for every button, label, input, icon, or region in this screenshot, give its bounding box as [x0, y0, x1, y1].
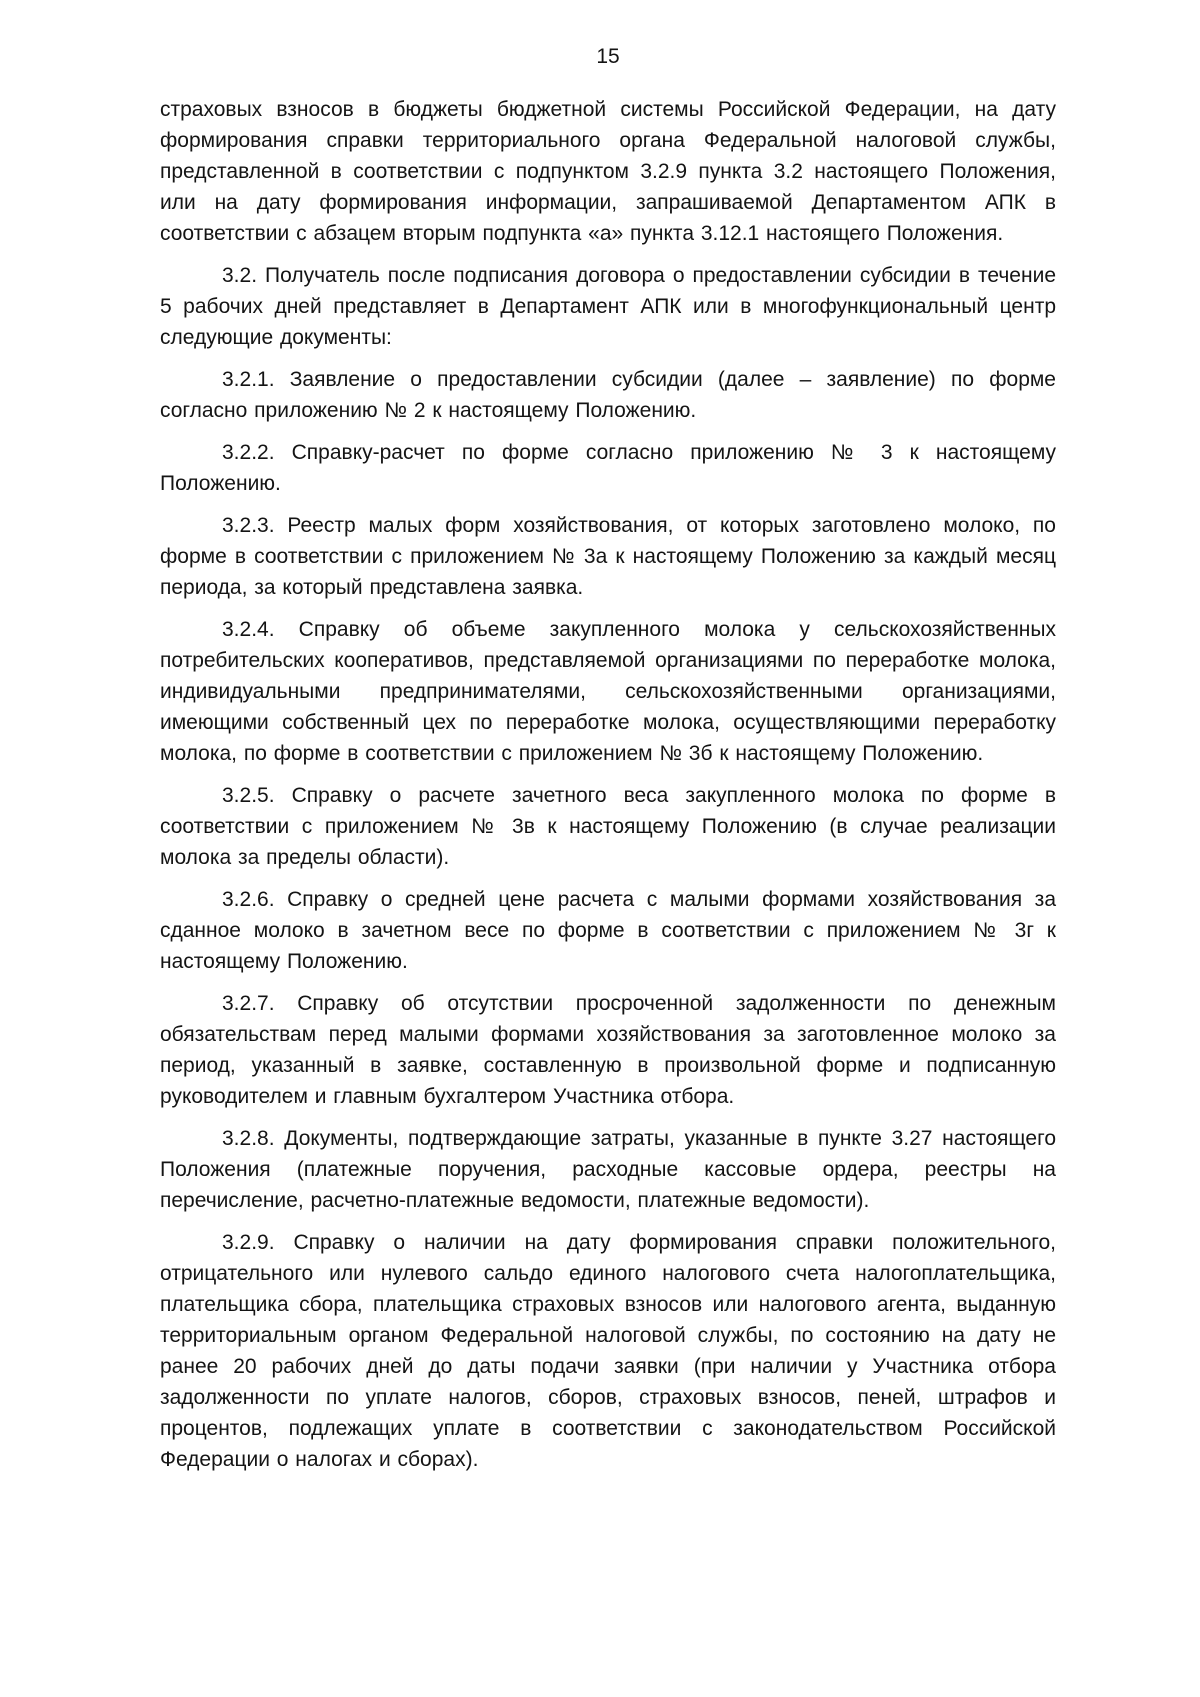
document-body — [160, 94, 1056, 1475]
paragraph: 3.2.9. Справку о наличии на дату формирования справки положительного, отрицательного или нулевого сальдо единого налогового счета налогоплательщика, плательщика сбора, плательщика страховых взносов или налогового агента, выданную территориальным органом Федеральной налоговой службы, по состоянию на дату не ранее 20 рабочих дней до даты подачи заявки (при наличии у Участника отбора задолженности по уплате налогов, сборов, страховых взносов, пеней, штрафов и процентов, подлежащих уплате в соответствии с законодательством Российской Федерации о налогах и сборах). — [160, 1231, 1056, 1471]
paragraph: 3.2.8. Документы, подтверждающие затраты, указанные в пункте 3.27 настоящего Положения (платежные поручения, расходные кассовые ордера, реестры на перечисление, расчетно-платежные ведомости, платежные ведомости). — [160, 1127, 1056, 1212]
page-number: 15 — [596, 45, 620, 68]
paragraph: 3.2.2. Справку-расчет по форме согласно приложению № 3 к настоящему Положению. — [160, 441, 1056, 495]
paragraph: 3.2.1. Заявление о предоставлении субсидии (далее – заявление) по форме согласно приложению № 2 к настоящему Положению. — [160, 368, 1056, 422]
paragraph: 3.2. Получатель после подписания договора о предоставлении субсидии в течение 5 рабочих дней представляет в Департамент АПК или в многофункциональный центр следующие документы: — [160, 264, 1056, 349]
paragraph: 3.2.3. Реестр малых форм хозяйствования, от которых заготовлено молоко, по форме в соответствии с приложением № 3а к настоящему Положению за каждый месяц периода, за который представлена заявка. — [160, 514, 1056, 599]
paragraph: 3.2.4. Справку об объеме закупленного молока у сельскохозяйственных потребительских кооперативов, представляемой организациями по переработке молока, индивидуальными предпринимателями, сельскохозяйственными организациями, имеющими собственный цех по переработке молока, осуществляющими переработку молока, по форме в соответствии с приложением № 3б к настоящему Положению. — [160, 618, 1056, 765]
paragraph: страховых взносов в бюджеты бюджетной системы Российской Федерации, на дату формирования справки территориального органа Федеральной налоговой службы, представленной в соответствии с подпунктом 3.2.9 пункта 3.2 настоящего Положения, или на дату формирования информации, запрашиваемой Департаментом АПК в соответствии с абзацем вторым подпункта «а» пункта 3.12.1 настоящего Положения. — [160, 98, 1056, 245]
paragraph: 3.2.6. Справку о средней цене расчета с малыми формами хозяйствования за сданное молоко в зачетном весе по форме в соответствии с приложением № 3г к настоящему Положению. — [160, 888, 1056, 973]
paragraph: 3.2.7. Справку об отсутствии просроченной задолженности по денежным обязательствам перед малыми формами хозяйствования за заготовленное молоко за период, указанный в заявке, составленную в произвольной форме и подписанную руководителем и главным бухгалтером Участника отбора. — [160, 992, 1056, 1108]
paragraph: 3.2.5. Справку о расчете зачетного веса закупленного молока по форме в соответствии с приложением № 3в к настоящему Положению (в случае реализации молока за пределы области). — [160, 784, 1056, 869]
